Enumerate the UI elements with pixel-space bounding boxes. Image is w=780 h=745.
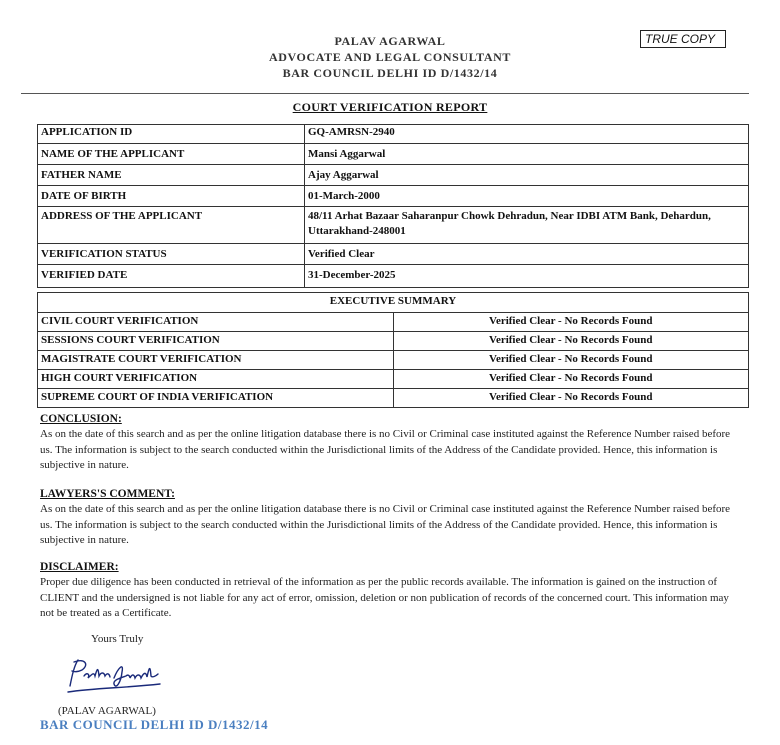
- summary-label: HIGH COURT VERIFICATION: [38, 370, 394, 389]
- footer-bar-council-id: BAR COUNCIL DELHI ID D/1432/14: [40, 717, 269, 732]
- table-row: [38, 207, 749, 244]
- detail-value: Ajay Aggarwal: [305, 165, 749, 186]
- signatory-name: (PALAV AGARWAL): [58, 705, 156, 717]
- executive-summary-heading: EXECUTIVE SUMMARY: [38, 293, 749, 313]
- summary-label: SESSIONS COURT VERIFICATION: [38, 332, 394, 351]
- table-row: [38, 144, 749, 165]
- table-row: [38, 125, 749, 144]
- table-row: [38, 332, 749, 351]
- detail-label: FATHER NAME: [38, 165, 305, 186]
- applicant-details-table: [37, 124, 749, 288]
- summary-value: Verified Clear - No Records Found: [393, 313, 749, 332]
- table-row: [38, 165, 749, 186]
- table-row: [38, 186, 749, 207]
- table-row: [38, 370, 749, 389]
- disclaimer-section: [40, 559, 740, 622]
- lawyers-comment-text: As on the date of this search and as per the online litigation database there is no Civil or Criminal case instituted against the Reference Number raised before us. The information is subject to the search conducted within the Jurisdictional limits of the Address of the Candidate provided. Hence, this information is subjective in nature.: [40, 503, 731, 546]
- conclusion-section: [40, 411, 740, 474]
- conclusion-text: As on the date of this search and as per the online litigation database there is no Civil or Criminal case instituted against the Reference Number raised before us. The information is subject to the search conducted within the Jurisdictional limits of the Address of the Candidate provided. Hence, this information is subjective in nature.: [40, 428, 731, 471]
- executive-summary-table: [37, 292, 749, 408]
- summary-value: Verified Clear - No Records Found: [393, 370, 749, 389]
- detail-value: Verified Clear: [305, 244, 749, 265]
- advocate-name: PALAV AGARWAL: [334, 34, 446, 48]
- disclaimer-title: DISCLAIMER:: [40, 561, 119, 573]
- lawyers-comment-title: LAWYERS'S COMMENT:: [40, 488, 175, 500]
- table-row: [38, 389, 749, 408]
- header-divider: [21, 93, 749, 94]
- summary-label: SUPREME COURT OF INDIA VERIFICATION: [38, 389, 394, 408]
- summary-value: Verified Clear - No Records Found: [393, 389, 749, 408]
- detail-label: VERIFICATION STATUS: [38, 244, 305, 265]
- detail-value: 01-March-2000: [305, 186, 749, 207]
- signature-image: [64, 654, 164, 696]
- detail-value: 48/11 Arhat Bazaar Saharanpur Chowk Dehradun, Near IDBI ATM Bank, Dehardun, Uttarakhand-248001: [305, 207, 749, 244]
- detail-label: VERIFIED DATE: [38, 265, 305, 288]
- report-title: COURT VERIFICATION REPORT: [292, 100, 488, 114]
- detail-label: NAME OF THE APPLICANT: [38, 144, 305, 165]
- table-row: [38, 293, 749, 313]
- table-row: [38, 244, 749, 265]
- summary-value: Verified Clear - No Records Found: [393, 351, 749, 370]
- detail-label: APPLICATION ID: [38, 125, 305, 144]
- disclaimer-text: Proper due diligence has been conducted in retrieval of the information as per the public records available. The information is gained on the instruction of CLIENT and the undersigned is not liable for any act of error, omission, deletion or non publication of records of the concerned court. This information may not be treated as a Certificate.: [40, 576, 729, 619]
- table-row: [38, 265, 749, 288]
- detail-value: Mansi Aggarwal: [305, 144, 749, 165]
- summary-value: Verified Clear - No Records Found: [393, 332, 749, 351]
- detail-label: ADDRESS OF THE APPLICANT: [38, 207, 305, 244]
- salutation: Yours Truly: [91, 633, 144, 645]
- summary-label: CIVIL COURT VERIFICATION: [38, 313, 394, 332]
- advocate-title: ADVOCATE AND LEGAL CONSULTANT: [269, 50, 511, 64]
- detail-label: DATE OF BIRTH: [38, 186, 305, 207]
- conclusion-title: CONCLUSION:: [40, 413, 122, 425]
- detail-value: GQ-AMRSN-2940: [305, 125, 749, 144]
- true-copy-stamp: TRUE COPY: [640, 30, 726, 48]
- bar-council-id: BAR COUNCIL DELHI ID D/1432/14: [282, 66, 498, 80]
- table-row: [38, 351, 749, 370]
- table-row: [38, 313, 749, 332]
- lawyers-comment-section: [40, 486, 740, 549]
- summary-label: MAGISTRATE COURT VERIFICATION: [38, 351, 394, 370]
- detail-value: 31-December-2025: [305, 265, 749, 288]
